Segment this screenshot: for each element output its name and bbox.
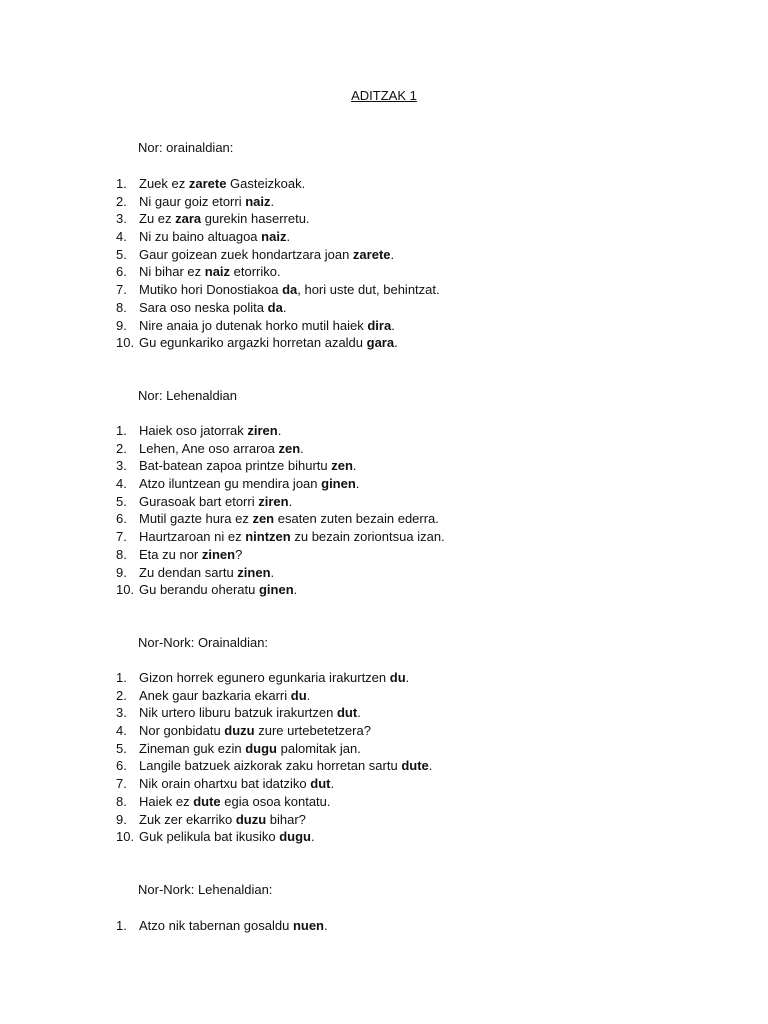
item-number: 7.	[116, 529, 127, 545]
sentence	[139, 687, 310, 705]
sentence	[139, 917, 328, 935]
sentence	[139, 457, 357, 475]
item-number: 3.	[116, 458, 127, 474]
verb: da	[267, 299, 283, 315]
sentence	[139, 704, 361, 722]
sentence-text: .	[286, 229, 291, 245]
sentence-text: .	[405, 670, 410, 685]
sentence-text: zu bezain zoriontsua izan.	[290, 529, 445, 545]
sentence-text: .	[355, 476, 360, 492]
sentence-text: Eta zu nor	[139, 546, 202, 562]
item-number: 3.	[116, 705, 127, 721]
sentence-text: Bat-batean zapoa printze bihurtu	[139, 458, 332, 474]
sentence-text: Ni gaur goiz etorri	[139, 193, 246, 209]
sentence	[139, 440, 304, 458]
document-title: ADITZAK 1	[351, 88, 417, 103]
verb: zarete	[188, 176, 227, 191]
sentence-text: .	[306, 687, 311, 703]
sentence-text: Mutiko hori Donostiakoa	[139, 282, 283, 298]
sentence-text: .	[324, 918, 328, 933]
sentence-text: Gu berandu oheratu	[139, 582, 259, 598]
sentence-text: Zuek ez	[139, 176, 189, 191]
item-number: 9.	[116, 564, 127, 580]
sentence-text: Zu ez	[139, 211, 176, 227]
sentence-text: .	[357, 705, 361, 721]
verb: dute	[193, 793, 221, 809]
verb: dut	[336, 705, 358, 721]
verb: du	[389, 670, 406, 685]
verb: naiz	[245, 193, 271, 209]
sentence	[139, 422, 281, 440]
sentence	[139, 546, 242, 564]
verb: dut	[310, 776, 331, 792]
item-number: 5.	[116, 246, 127, 262]
sentence-text: Ni zu baino altuagoa	[139, 229, 262, 245]
verb: ziren	[247, 423, 278, 438]
sentence-text: Atzo iluntzean gu mendira joan	[139, 476, 322, 492]
verb: nuen	[292, 918, 324, 933]
verb: du	[290, 687, 307, 703]
item-number: 8.	[116, 793, 127, 809]
section-heading: Nor: Lehenaldian	[138, 388, 238, 403]
sentence-text: Guk pelikula bat ikusiko	[139, 829, 280, 845]
sentence-text: Sara oso neska polita	[139, 299, 268, 315]
sentence-text: Haiek ez	[139, 793, 194, 809]
sentence	[139, 581, 297, 599]
sentence-text: Lehen, Ane oso arraroa	[139, 440, 279, 456]
item-number: 1.	[116, 918, 127, 933]
sentence	[139, 757, 432, 775]
verb: nintzen	[245, 529, 291, 545]
sentence-text: Anek gaur bazkaria ekarri	[139, 687, 291, 703]
sentence	[139, 722, 371, 740]
item-number: 4.	[116, 476, 127, 492]
sentence-text: Gurasoak bart etorri	[139, 493, 259, 509]
sentence-text: Gizon horrek egunero egunkaria irakurtzen	[139, 670, 390, 685]
item-number: 6.	[116, 758, 127, 774]
item-number: 1.	[116, 670, 127, 685]
verb: dugu	[245, 740, 277, 756]
verb: naiz	[261, 229, 287, 245]
sentence-text: Gu egunkariko argazki horretan azaldu	[139, 335, 367, 351]
section-heading: Nor-Nork: Lehenaldian:	[138, 882, 273, 897]
verb: gara	[366, 335, 395, 351]
sentence	[139, 317, 395, 335]
item-number: 7.	[116, 776, 127, 792]
sentence	[139, 175, 305, 193]
sentence-text: .	[288, 493, 293, 509]
sentence	[139, 246, 394, 264]
item-number: 2.	[116, 687, 127, 703]
item-number: 9.	[116, 317, 127, 333]
item-number: 3.	[116, 211, 127, 227]
verb: da	[282, 282, 298, 298]
verb: zen	[331, 458, 353, 474]
sentence-text: .	[300, 440, 304, 456]
item-number: 6.	[116, 264, 127, 280]
sentence-text: Zineman guk ezin	[139, 740, 246, 756]
sentence-text: .	[293, 582, 298, 598]
section-heading: Nor: orainaldian:	[138, 140, 234, 155]
verb: zinen	[237, 564, 271, 580]
sentence	[139, 493, 292, 511]
sentence-text: ?	[235, 546, 243, 562]
sentence-text: Gasteizkoak.	[226, 176, 306, 191]
sentence	[139, 564, 274, 582]
item-number: 8.	[116, 546, 127, 562]
item-number: 10.	[116, 335, 135, 351]
sentence	[139, 740, 361, 758]
sentence-text: .	[352, 458, 357, 474]
verb: ginen	[258, 582, 294, 598]
verb: ginen	[321, 476, 356, 492]
item-number: 5.	[116, 740, 127, 756]
sentence-text: .	[394, 335, 398, 351]
section-heading: Nor-Nork: Orainaldian:	[138, 635, 269, 650]
sentence	[139, 793, 331, 811]
sentence	[139, 193, 274, 211]
item-number: 7.	[116, 282, 127, 298]
sentence	[139, 210, 310, 228]
sentence-text: Mutil gazte hura ez	[139, 511, 253, 527]
verb: duzu	[235, 811, 267, 827]
sentence-text: .	[282, 299, 287, 315]
sentence	[139, 334, 398, 352]
sentence-text: Zuk zer ekarriko	[139, 811, 236, 827]
sentence-text: Haiek oso jatorrak	[139, 423, 248, 438]
item-number: 9.	[116, 811, 127, 827]
item-number: 2.	[116, 193, 127, 209]
item-number: 1.	[116, 176, 127, 191]
sentence-text: .	[390, 246, 395, 262]
item-number: 5.	[116, 493, 127, 509]
sentence-text: , hori uste dut, behintzat.	[297, 282, 440, 298]
verb: naiz	[204, 264, 231, 280]
sentence	[139, 299, 286, 317]
sentence	[139, 281, 440, 299]
sentence-text: Ni bihar ez	[139, 264, 205, 280]
sentence-text: .	[391, 317, 395, 333]
sentence-text: .	[277, 423, 282, 438]
sentence-text: Nik orain ohartxu bat idatziko	[139, 776, 311, 792]
item-number: 8.	[116, 299, 127, 315]
verb: dugu	[279, 829, 311, 845]
item-number: 10.	[116, 582, 135, 598]
sentence	[139, 228, 290, 246]
sentence-text: Nire anaia jo dutenak horko mutil haiek	[139, 317, 368, 333]
sentence	[139, 475, 359, 493]
sentence-text: etorriko.	[230, 264, 281, 280]
sentence-text: Langile batzuek aizkorak zaku horretan sartu	[139, 758, 402, 774]
sentence	[139, 669, 409, 687]
verb: dira	[367, 317, 392, 333]
item-number: 10.	[116, 829, 135, 845]
item-number: 2.	[116, 440, 127, 456]
sentence-text: .	[310, 829, 315, 845]
verb: zarete	[352, 246, 391, 262]
sentence-text: gurekin haserretu.	[201, 211, 310, 227]
verb: dute	[401, 758, 429, 774]
item-number: 1.	[116, 423, 127, 438]
sentence-text: zure urtebetetzera?	[254, 723, 371, 739]
item-number: 6.	[116, 511, 127, 527]
sentence	[139, 811, 306, 829]
item-number: 4.	[116, 723, 127, 739]
sentence-text: Nor gonbidatu	[139, 723, 225, 739]
item-number: 4.	[116, 229, 127, 245]
sentence	[139, 528, 445, 546]
sentence-text: Nik urtero liburu batzuk irakurtzen	[139, 705, 337, 721]
sentence	[139, 510, 439, 528]
verb: zen	[278, 440, 301, 456]
sentence-text: Zu dendan sartu	[139, 564, 238, 580]
sentence-text: egia osoa kontatu.	[220, 793, 331, 809]
verb: zinen	[201, 546, 236, 562]
sentence-text: Atzo nik tabernan gosaldu	[139, 918, 293, 933]
sentence-text: .	[270, 193, 275, 209]
sentence-text: Gaur goizean zuek hondartzara joan	[139, 246, 353, 262]
sentence-text: .	[428, 758, 433, 774]
sentence-text: palomitak jan.	[277, 740, 361, 756]
sentence-text: .	[330, 776, 335, 792]
sentence-text: esaten zuten bezain ederra.	[274, 511, 439, 527]
sentence-text: .	[270, 564, 275, 580]
verb: ziren	[258, 493, 289, 509]
verb: zara	[175, 211, 202, 227]
verb: duzu	[224, 723, 255, 739]
verb: zen	[252, 511, 275, 527]
sentence-text: Haurtzaroan ni ez	[139, 529, 246, 545]
sentence	[139, 828, 315, 846]
sentence	[139, 263, 281, 281]
sentence	[139, 775, 334, 793]
sentence-text: bihar?	[266, 811, 306, 827]
